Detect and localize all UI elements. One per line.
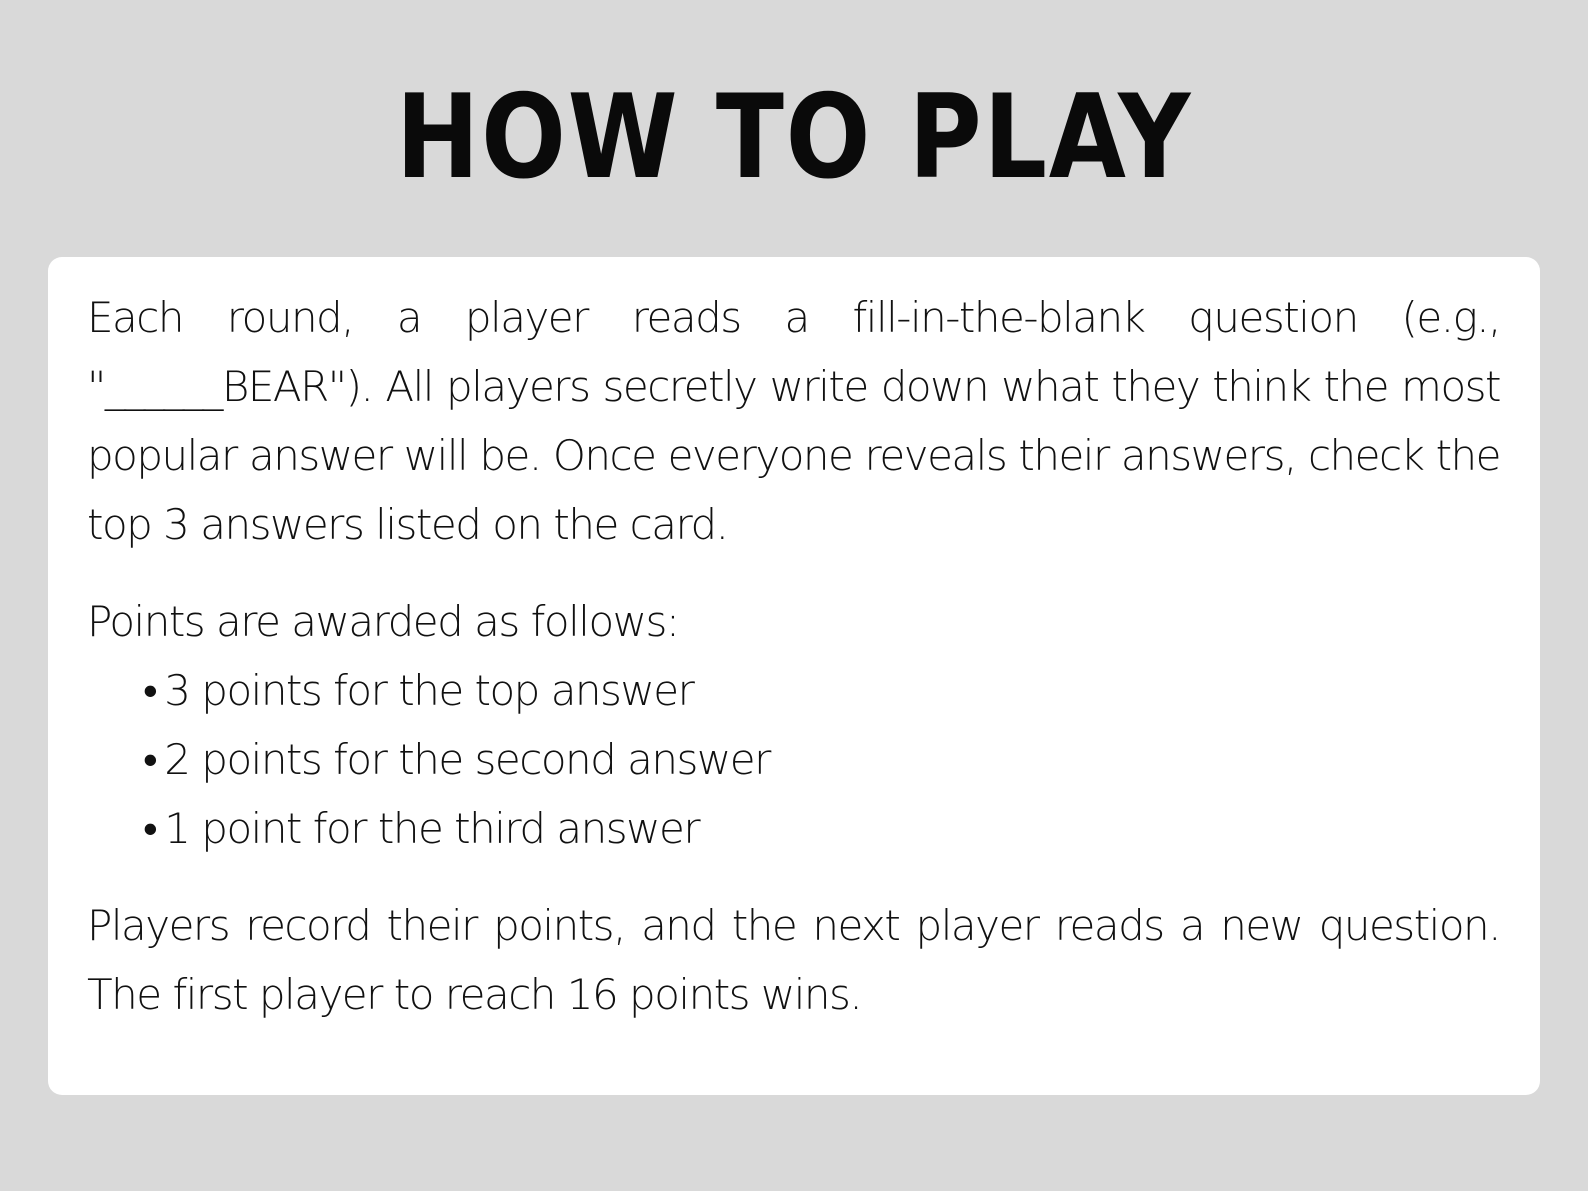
rules-card <box>48 257 1540 1095</box>
page-title: HOW TO PLAY <box>395 70 1193 205</box>
point-rule-second: 2 points for the second answer <box>164 735 770 784</box>
bullet-icon: • <box>143 666 157 715</box>
intro-paragraph: Each round, a player reads a fill-in-the-blank question (e.g., "______BEAR"). All players secretly write down what they think the most popular answer will be. Once everyone reveals their answers, check the top 3 answers listed on the card. <box>87 293 1500 549</box>
bullet-icon: • <box>143 735 157 784</box>
list-item <box>143 656 1500 725</box>
points-list <box>87 656 1500 863</box>
closing-paragraph: Players record their points, and the next player reads a new question. The first player to reach 16 points wins. <box>87 901 1500 1019</box>
point-rule-third: 1 point for the third answer <box>164 804 700 853</box>
list-item <box>143 794 1500 863</box>
point-rule-top: 3 points for the top answer <box>164 666 694 715</box>
bullet-icon: • <box>143 804 157 853</box>
points-heading: Points are awarded as follows: <box>87 597 679 646</box>
list-item <box>143 725 1500 794</box>
